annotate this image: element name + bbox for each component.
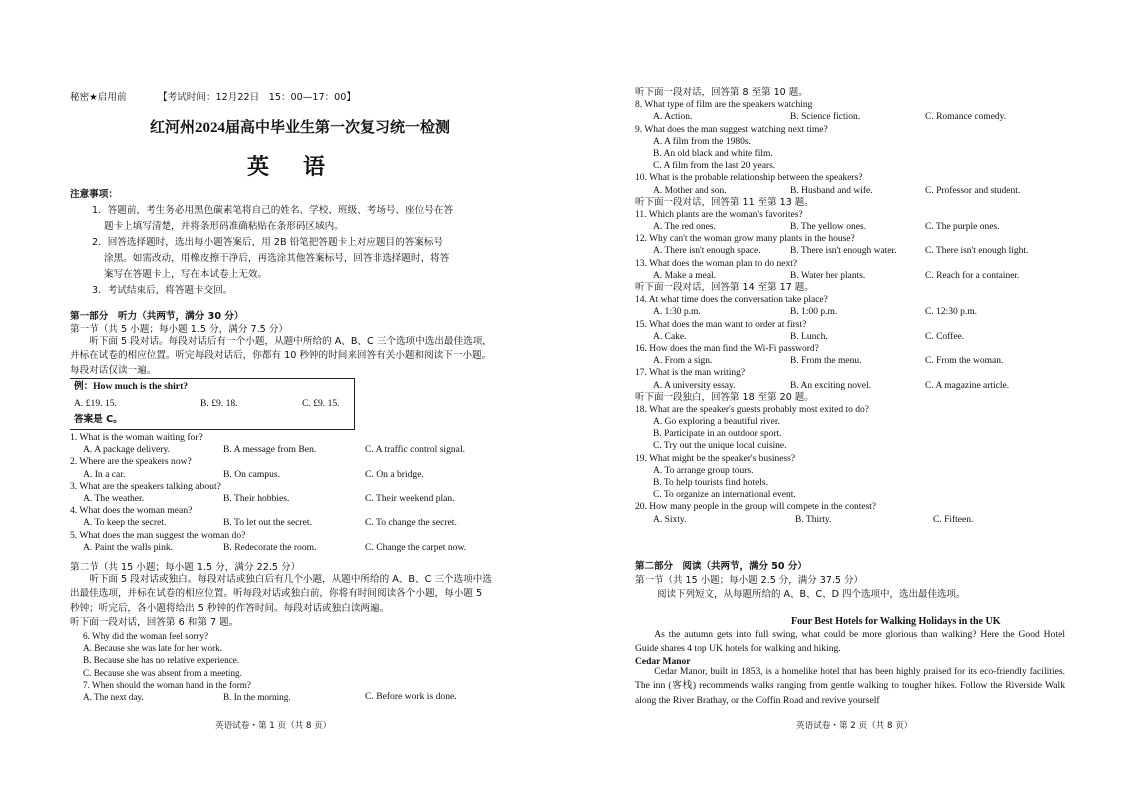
option-c: C. Reach for a container.: [925, 270, 1020, 281]
exam-title: 红河州2024届高中毕业生第一次复习统一检测: [150, 120, 451, 136]
option-b: B. Their hobbies.: [223, 492, 290, 504]
part2-heading: 第二部分 阅读（共两节，满分 50 分）: [635, 561, 807, 572]
option-b: B. 1:00 p.m.: [790, 307, 838, 318]
option-b: B. An old black and white film.: [653, 148, 773, 159]
question-item: [70, 481, 500, 493]
option-line: [635, 440, 1075, 452]
question-options: [70, 517, 500, 529]
option-a: A. Paint the walls pink.: [83, 541, 174, 553]
notice-line: 案写在答题卡上，写在本试卷上无效。: [104, 269, 268, 280]
example-question: 例：How much is the shirt?: [74, 381, 189, 392]
section1-heading: 第一节（共 5 小题；每小题 1.5 分，满分 7.5 分）: [70, 324, 289, 335]
question-text: 16. How does the man find the Wi-Fi password?: [635, 343, 819, 354]
part2-instructions: 阅读下列短文，从每题所给的 A、B、C、D 四个选项中，选出最佳选项。: [657, 589, 966, 600]
option-line: [635, 148, 1075, 160]
section2-heading: 第二节（共 15 小题；每小题 1.5 分，满分 22.5 分）: [70, 562, 301, 573]
question-text: 19. What might be the speaker's business?: [635, 453, 796, 464]
option-a: A. In a car.: [83, 468, 126, 480]
intro-text: 听下面一段独白，回答第 18 至第 20 题。: [635, 391, 814, 403]
question-text: 8. What type of film are the speakers watching: [635, 100, 813, 111]
question-text: 10. What is the probable relationship between the speakers?: [635, 173, 863, 184]
option-a: A. Sixty.: [653, 514, 687, 525]
option-b: B. From the menu.: [790, 356, 862, 367]
option-b: B. Because she has no relative experience.: [83, 655, 240, 666]
option-a: A. Because she was late for her work.: [83, 643, 223, 654]
option-c: C. Try out the unique local cuisine.: [653, 441, 787, 452]
question-item: [635, 233, 1075, 245]
option-c: C. 12:30 p.m.: [925, 307, 977, 318]
notice-list: [92, 205, 453, 301]
option-a: A. Mother and son.: [653, 185, 727, 196]
question-options: [70, 542, 500, 554]
option-b: B. Participate in an outdoor sport.: [653, 429, 782, 440]
question-item: [635, 294, 1075, 306]
option-line: [635, 428, 1075, 440]
option-a: A. A university essay.: [653, 380, 736, 391]
option-a: A. The next day.: [83, 691, 144, 702]
option-c: C. To change the secret.: [365, 517, 457, 529]
option-a: A. Cake.: [653, 331, 687, 342]
option-b: B. To help tourists find hotels.: [653, 478, 769, 488]
dialogue-intro: [635, 282, 1075, 294]
option-c: C. On a bridge.: [365, 468, 424, 480]
question-text: 5. What does the man suggest the woman do?: [70, 529, 246, 541]
option-b: B. There isn't enough water.: [790, 246, 897, 257]
question-text: 13. What does the woman plan to do next?: [635, 258, 798, 269]
question-item: [70, 630, 500, 642]
dialogue-intro: [635, 197, 1075, 209]
question-options: [70, 691, 500, 703]
option-c: C. Professor and student.: [925, 185, 1021, 196]
example-option-b: B. £9. 18.: [200, 398, 238, 409]
option-c: C. A magazine article.: [925, 380, 1010, 391]
intro-text: 听下面一段对话，回答第 8 至第 10 题。: [635, 87, 808, 98]
section2-instructions: 听下面 5 段对话或独白。每段对话或独白后有几个小题，从题中所给的 A、B、C 三个选项中选出最佳选项，并标在试卷的相应位置。听每段对话或独白前，你将有时间阅读各个小题，每小题 5 秒钟；听完后，各小题将给出 5 秒钟的作答时间。每段对话或独白读两遍。: [70, 574, 492, 614]
option-a: A. The weather.: [83, 492, 145, 504]
dialogue-6-intro: 听下面一段对话，回答第 6 和第 7 题。: [70, 617, 239, 628]
option-c: C. There isn't enough light.: [925, 246, 1029, 257]
option-c: C. Fifteen.: [933, 514, 974, 525]
question-text: 7. When should the woman hand in the form?: [83, 679, 251, 690]
option-a: A. To keep the secret.: [83, 517, 167, 529]
option-b: B. On campus.: [223, 468, 281, 480]
option-line: [635, 489, 1075, 501]
option-a: A. There isn't enough space.: [653, 246, 761, 257]
passage-paragraph-2: Cedar Manor, built in 1853, is a homelike hotel that has been highly praised for its eco-friendly facilities. The inn (客栈) recommends walks ranging from gentle walking to tougher hikes. Follow the Riverside Walk along the River Brathay, or the Coffin Road and revive yourself: [635, 666, 1065, 706]
option-a: A. To arrange group tours.: [653, 465, 754, 476]
option-b: B. In the morning.: [223, 691, 291, 702]
question-options: [635, 355, 1075, 367]
option-a: A. A film from the 1980s.: [653, 136, 751, 147]
question-options: [635, 270, 1075, 282]
page-2: [561, 0, 1122, 794]
question-item: [635, 367, 1075, 379]
part2-section1-heading: 第一节（共 15 小题；每小题 2.5 分，满分 37.5 分）: [635, 575, 863, 586]
question-item: [635, 124, 1075, 136]
question-options: [635, 380, 1075, 392]
notice-line: 2．回答选择题时，选出每小题答案后，用 2B 铅笔把答题卡上对应题目的答案标号: [92, 237, 444, 248]
question-item: [635, 99, 1075, 111]
question-options: [635, 306, 1075, 318]
dialogue-intro: [635, 87, 1075, 99]
notice-line: 3．考试结束后，将答题卡交回。: [92, 285, 233, 296]
option-a: A. 1:30 p.m.: [653, 307, 701, 318]
question-options: [635, 221, 1075, 233]
example-option-c: C. £9. 15.: [302, 398, 340, 409]
notice-line: 题卡上填写清楚，并将条形码准确粘贴在条形码区域内。: [104, 221, 344, 232]
question-item: [70, 679, 500, 691]
notice-heading: 注意事项：: [70, 189, 118, 200]
question-item: [635, 172, 1075, 184]
option-a: A. The red ones.: [653, 222, 716, 233]
question-item: [635, 343, 1075, 355]
question-text: 17. What is the man writing?: [635, 368, 746, 379]
option-b: B. Water her plants.: [790, 270, 866, 281]
option-c: C. Romance comedy.: [925, 112, 1007, 123]
question-item: [70, 432, 500, 444]
option-b: B. Husband and wife.: [790, 185, 873, 196]
option-line: [635, 416, 1075, 428]
question-item: [635, 453, 1075, 465]
question-options: [635, 185, 1075, 197]
option-line: [635, 160, 1075, 172]
question-options: [70, 469, 500, 481]
dialogue-intro: [635, 392, 1075, 404]
questions-8-20: [635, 87, 1075, 526]
question-text: 12. Why can't the woman grow many plants in the house?: [635, 234, 855, 245]
option-b: B. Science fiction.: [790, 112, 861, 123]
example-option-a: A. £19. 15.: [74, 398, 117, 409]
notice-line: 涂黑。如需改动，用橡皮擦干净后，再选涂其他答案标号，回答非选择题时，将答: [104, 253, 450, 264]
question-options: [635, 245, 1075, 257]
option-line: [635, 477, 1075, 489]
option-line: [70, 667, 500, 679]
option-b: B. An exciting novel.: [790, 380, 872, 391]
option-c: C. From the woman.: [925, 356, 1004, 367]
intro-text: 听下面一段对话，回答第 11 至第 13 题。: [635, 196, 814, 208]
questions-6-7: [70, 630, 500, 703]
example-answer: 答案是 C。: [74, 414, 123, 425]
question-item: [635, 319, 1075, 331]
option-b: B. Thirty.: [795, 514, 832, 525]
part1-heading: 第一部分 听力（共两节，满分 30 分）: [70, 311, 244, 322]
option-line: [635, 136, 1075, 148]
option-line: [70, 642, 500, 654]
question-item: [70, 505, 500, 517]
question-text: 6. Why did the woman feel sorry?: [83, 631, 209, 641]
question-text: 3. What are the speakers talking about?: [70, 480, 221, 492]
question-item: [635, 258, 1075, 270]
passage-title: Four Best Hotels for Walking Holidays in the UK: [791, 616, 1001, 627]
section1-instructions: 听下面 5 段对话。每段对话后有一个小题，从题中所给的 A、B、C 三个选项中选出最佳选项，并标在试卷的相应位置。听完每段对话后，你都有 10 秒钟的时间来回答有关小题和阅读下一小题。每段对话仅读一遍。: [70, 336, 492, 376]
option-a: A. Action.: [653, 112, 693, 123]
notice-line: 1．答题前，考生务必用黑色碳素笔将自己的姓名、学校、班级、考场号、座位号在答: [92, 205, 454, 216]
question-text: 15. What does the man want to order at first?: [635, 319, 807, 330]
intro-text: 听下面一段对话，回答第 14 至第 17 题。: [635, 282, 814, 293]
passage-subheading: Cedar Manor: [635, 657, 691, 667]
option-a: A. From a sign.: [653, 356, 713, 367]
question-options: [70, 444, 500, 456]
option-b: B. The yellow ones.: [790, 222, 867, 233]
questions-1-5: [70, 432, 500, 554]
question-text: 18. What are the speaker's guests probably most exited to do?: [635, 404, 869, 415]
option-line: [635, 465, 1075, 477]
option-c: C. A traffic control signal.: [365, 444, 466, 456]
question-text: 9. What does the man suggest watching next time?: [635, 124, 828, 135]
passage-paragraph-1: As the autumn gets into full swing, what could be more glorious than walking? Here the Good Hotel Guide shares 4 top UK hotels for walking and hiking.: [635, 629, 1065, 655]
subject-title: 英 语: [247, 154, 332, 179]
option-c: C. Change the carpet now.: [365, 541, 467, 553]
option-c: C. Coffee.: [925, 331, 965, 342]
question-text: 11. Which plants are the woman's favorites?: [635, 209, 803, 220]
option-b: B. Lunch.: [790, 331, 828, 342]
question-item: [70, 530, 500, 542]
option-c: C. A film from the last 20 years.: [653, 161, 776, 172]
option-c: C. The purple ones.: [925, 222, 1000, 233]
question-options: [635, 514, 1075, 526]
question-text: 2. Where are the speakers now?: [70, 456, 192, 468]
question-options: [635, 111, 1075, 123]
option-b: B. A message from Ben.: [223, 444, 317, 456]
question-text: 4. What does the woman mean?: [70, 505, 193, 517]
option-c: C. Before work is done.: [365, 690, 457, 702]
question-text: 1. What is the woman waiting for?: [70, 432, 203, 443]
question-item: [635, 209, 1075, 221]
question-options: [635, 331, 1075, 343]
question-text: 14. At what time does the conversation take place?: [635, 295, 828, 306]
secret-label: 秘密★启用前: [70, 92, 127, 103]
option-b: B. Redecorate the room.: [223, 541, 317, 553]
page-1-footer: 英语试卷・第 1 页（共 8 页）: [215, 721, 332, 731]
option-a: A. Go exploring a beautiful river.: [653, 417, 780, 428]
option-c: C. Their weekend plan.: [365, 492, 455, 504]
option-line: [70, 654, 500, 666]
question-options: [70, 493, 500, 505]
option-a: A. A package delivery.: [83, 444, 171, 456]
question-item: [70, 456, 500, 468]
question-item: [635, 404, 1075, 416]
option-a: A. Make a meal.: [653, 270, 717, 281]
question-text: 20. How many people in the group will compete in the contest?: [635, 502, 877, 513]
exam-time: 【考试时间：12月22日 15：00—17：00】: [158, 92, 356, 103]
option-c: C. Because she was absent from a meeting.: [83, 667, 242, 678]
option-c: C. To organize an international event.: [653, 490, 796, 501]
option-b: B. To let out the secret.: [223, 517, 312, 529]
page-2-footer: 英语试卷・第 2 页（共 8 页）: [796, 721, 913, 731]
question-item: [635, 501, 1075, 513]
